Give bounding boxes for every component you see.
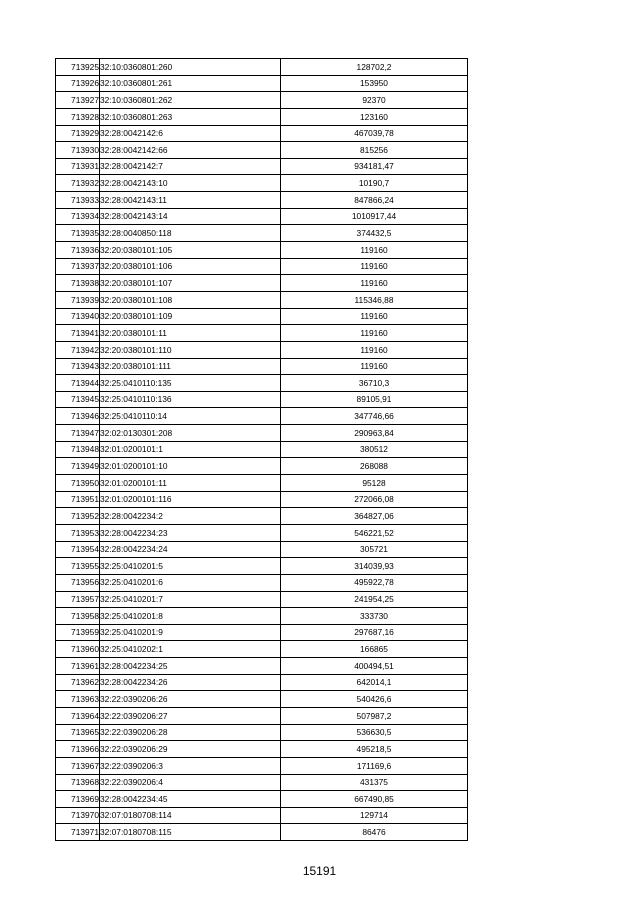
cadastral-number-cell: 32:28:0042234:45 xyxy=(100,791,281,808)
value-cell: 815256 xyxy=(281,142,468,159)
row-number-cell: 713949 xyxy=(56,458,100,475)
value-cell: 268088 xyxy=(281,458,468,475)
cadastral-number-cell: 32:25:0410110:136 xyxy=(100,391,281,408)
table-row xyxy=(56,375,468,392)
row-number-cell: 713953 xyxy=(56,524,100,541)
table-row xyxy=(56,92,468,109)
cadastral-number-cell: 32:28:0042234:23 xyxy=(100,524,281,541)
row-number-cell: 713946 xyxy=(56,408,100,425)
value-cell: 667490,85 xyxy=(281,791,468,808)
cadastral-number-cell: 32:20:0380101:109 xyxy=(100,308,281,325)
table-row xyxy=(56,208,468,225)
row-number-cell: 713954 xyxy=(56,541,100,558)
table-row xyxy=(56,291,468,308)
cadastral-number-cell: 32:01:0200101:10 xyxy=(100,458,281,475)
value-cell: 86476 xyxy=(281,824,468,841)
cadastral-number-cell: 32:28:0042234:24 xyxy=(100,541,281,558)
value-cell: 314039,93 xyxy=(281,558,468,575)
cadastral-number-cell: 32:07:0180708:114 xyxy=(100,807,281,824)
value-cell: 92370 xyxy=(281,92,468,109)
registry-table xyxy=(55,58,468,841)
table-row xyxy=(56,691,468,708)
row-number-cell: 713943 xyxy=(56,358,100,375)
table-row xyxy=(56,325,468,342)
cadastral-number-cell: 32:22:0390206:4 xyxy=(100,774,281,791)
cadastral-number-cell: 32:22:0390206:26 xyxy=(100,691,281,708)
cadastral-number-cell: 32:28:0042142:6 xyxy=(100,125,281,142)
row-number-cell: 713963 xyxy=(56,691,100,708)
cadastral-number-cell: 32:01:0200101:11 xyxy=(100,475,281,492)
row-number-cell: 713950 xyxy=(56,475,100,492)
table-row xyxy=(56,558,468,575)
row-number-cell: 713959 xyxy=(56,624,100,641)
value-cell: 272066,08 xyxy=(281,491,468,508)
value-cell: 333730 xyxy=(281,608,468,625)
row-number-cell: 713951 xyxy=(56,491,100,508)
row-number-cell: 713939 xyxy=(56,291,100,308)
cadastral-number-cell: 32:01:0200101:116 xyxy=(100,491,281,508)
table-row xyxy=(56,192,468,209)
row-number-cell: 713935 xyxy=(56,225,100,242)
cadastral-number-cell: 32:25:0410201:9 xyxy=(100,624,281,641)
value-cell: 95128 xyxy=(281,475,468,492)
value-cell: 129714 xyxy=(281,807,468,824)
cadastral-number-cell: 32:01:0200101:1 xyxy=(100,441,281,458)
cadastral-number-cell: 32:10:0360801:260 xyxy=(100,59,281,76)
table-row xyxy=(56,824,468,841)
value-cell: 241954,25 xyxy=(281,591,468,608)
table-row xyxy=(56,807,468,824)
value-cell: 119160 xyxy=(281,258,468,275)
table-row xyxy=(56,175,468,192)
row-number-cell: 713960 xyxy=(56,641,100,658)
row-number-cell: 713964 xyxy=(56,707,100,724)
table-row xyxy=(56,341,468,358)
row-number-cell: 713934 xyxy=(56,208,100,225)
table-row xyxy=(56,724,468,741)
row-number-cell: 713968 xyxy=(56,774,100,791)
value-cell: 495922,78 xyxy=(281,574,468,591)
cadastral-number-cell: 32:22:0390206:27 xyxy=(100,707,281,724)
table-row xyxy=(56,75,468,92)
row-number-cell: 713932 xyxy=(56,175,100,192)
row-number-cell: 713967 xyxy=(56,757,100,774)
table-row xyxy=(56,242,468,259)
row-number-cell: 713927 xyxy=(56,92,100,109)
value-cell: 119160 xyxy=(281,308,468,325)
row-number-cell: 713956 xyxy=(56,574,100,591)
value-cell: 380512 xyxy=(281,441,468,458)
table-row xyxy=(56,791,468,808)
value-cell: 507987,2 xyxy=(281,707,468,724)
cadastral-number-cell: 32:28:0042143:10 xyxy=(100,175,281,192)
value-cell: 374432,5 xyxy=(281,225,468,242)
table-row xyxy=(56,425,468,442)
row-number-cell: 713962 xyxy=(56,674,100,691)
cadastral-number-cell: 32:25:0410110:14 xyxy=(100,408,281,425)
value-cell: 467039,78 xyxy=(281,125,468,142)
value-cell: 89105,91 xyxy=(281,391,468,408)
value-cell: 10190,7 xyxy=(281,175,468,192)
table-row xyxy=(56,225,468,242)
row-number-cell: 713945 xyxy=(56,391,100,408)
table-row xyxy=(56,757,468,774)
cadastral-number-cell: 32:25:0410201:6 xyxy=(100,574,281,591)
value-cell: 119160 xyxy=(281,358,468,375)
table-row xyxy=(56,142,468,159)
cadastral-number-cell: 32:02:0130301:208 xyxy=(100,425,281,442)
cadastral-number-cell: 32:28:0042234:25 xyxy=(100,658,281,675)
table-row xyxy=(56,275,468,292)
value-cell: 400494,51 xyxy=(281,658,468,675)
value-cell: 128702,2 xyxy=(281,59,468,76)
row-number-cell: 713925 xyxy=(56,59,100,76)
value-cell: 495218,5 xyxy=(281,741,468,758)
table-row xyxy=(56,308,468,325)
value-cell: 847866,24 xyxy=(281,192,468,209)
cadastral-number-cell: 32:25:0410201:8 xyxy=(100,608,281,625)
value-cell: 546221,52 xyxy=(281,524,468,541)
value-cell: 642014,1 xyxy=(281,674,468,691)
cadastral-number-cell: 32:22:0390206:29 xyxy=(100,741,281,758)
cadastral-number-cell: 32:25:0410202:1 xyxy=(100,641,281,658)
table-row xyxy=(56,358,468,375)
cadastral-number-cell: 32:10:0360801:263 xyxy=(100,108,281,125)
value-cell: 431375 xyxy=(281,774,468,791)
table-row xyxy=(56,674,468,691)
cadastral-number-cell: 32:20:0380101:106 xyxy=(100,258,281,275)
value-cell: 297687,16 xyxy=(281,624,468,641)
table-row xyxy=(56,491,468,508)
cadastral-number-cell: 32:20:0380101:110 xyxy=(100,341,281,358)
cadastral-number-cell: 32:25:0410110:135 xyxy=(100,375,281,392)
table-row xyxy=(56,158,468,175)
value-cell: 119160 xyxy=(281,275,468,292)
table-row xyxy=(56,658,468,675)
cadastral-number-cell: 32:28:0042143:14 xyxy=(100,208,281,225)
row-number-cell: 713933 xyxy=(56,192,100,209)
table-row xyxy=(56,59,468,76)
table-row xyxy=(56,508,468,525)
table-row xyxy=(56,624,468,641)
value-cell: 123160 xyxy=(281,108,468,125)
table-row xyxy=(56,458,468,475)
cadastral-number-cell: 32:10:0360801:261 xyxy=(100,75,281,92)
value-cell: 119160 xyxy=(281,325,468,342)
row-number-cell: 713929 xyxy=(56,125,100,142)
table-row xyxy=(56,258,468,275)
value-cell: 1010917,44 xyxy=(281,208,468,225)
row-number-cell: 713957 xyxy=(56,591,100,608)
cadastral-number-cell: 32:22:0390206:28 xyxy=(100,724,281,741)
row-number-cell: 713944 xyxy=(56,375,100,392)
cadastral-number-cell: 32:20:0380101:111 xyxy=(100,358,281,375)
row-number-cell: 713948 xyxy=(56,441,100,458)
value-cell: 119160 xyxy=(281,242,468,259)
row-number-cell: 713928 xyxy=(56,108,100,125)
cadastral-number-cell: 32:25:0410201:5 xyxy=(100,558,281,575)
table-row xyxy=(56,108,468,125)
value-cell: 115346,88 xyxy=(281,291,468,308)
table-row xyxy=(56,391,468,408)
value-cell: 934181,47 xyxy=(281,158,468,175)
value-cell: 153950 xyxy=(281,75,468,92)
row-number-cell: 713970 xyxy=(56,807,100,824)
registry-table-body xyxy=(56,59,468,841)
row-number-cell: 713955 xyxy=(56,558,100,575)
cadastral-number-cell: 32:20:0380101:107 xyxy=(100,275,281,292)
row-number-cell: 713947 xyxy=(56,425,100,442)
row-number-cell: 713971 xyxy=(56,824,100,841)
table-row xyxy=(56,707,468,724)
row-number-cell: 713965 xyxy=(56,724,100,741)
table-row xyxy=(56,475,468,492)
table-row xyxy=(56,741,468,758)
table-row xyxy=(56,591,468,608)
page-number: 15191 xyxy=(302,864,337,878)
value-cell: 364827,06 xyxy=(281,508,468,525)
value-cell: 290963,84 xyxy=(281,425,468,442)
row-number-cell: 713969 xyxy=(56,791,100,808)
table-row xyxy=(56,641,468,658)
value-cell: 36710,3 xyxy=(281,375,468,392)
value-cell: 171169,6 xyxy=(281,757,468,774)
row-number-cell: 713958 xyxy=(56,608,100,625)
cadastral-number-cell: 32:28:0042234:26 xyxy=(100,674,281,691)
row-number-cell: 713931 xyxy=(56,158,100,175)
cadastral-number-cell: 32:28:0042234:2 xyxy=(100,508,281,525)
table-row xyxy=(56,125,468,142)
cadastral-number-cell: 32:25:0410201:7 xyxy=(100,591,281,608)
row-number-cell: 713926 xyxy=(56,75,100,92)
cadastral-number-cell: 32:28:0040850:118 xyxy=(100,225,281,242)
cadastral-number-cell: 32:20:0380101:11 xyxy=(100,325,281,342)
row-number-cell: 713930 xyxy=(56,142,100,159)
cadastral-number-cell: 32:07:0180708:115 xyxy=(100,824,281,841)
row-number-cell: 713961 xyxy=(56,658,100,675)
value-cell: 536630,5 xyxy=(281,724,468,741)
row-number-cell: 713940 xyxy=(56,308,100,325)
row-number-cell: 713952 xyxy=(56,508,100,525)
value-cell: 119160 xyxy=(281,341,468,358)
table-row xyxy=(56,608,468,625)
value-cell: 305721 xyxy=(281,541,468,558)
cadastral-number-cell: 32:28:0042142:7 xyxy=(100,158,281,175)
row-number-cell: 713937 xyxy=(56,258,100,275)
value-cell: 540426,6 xyxy=(281,691,468,708)
cadastral-number-cell: 32:28:0042143:11 xyxy=(100,192,281,209)
cadastral-number-cell: 32:28:0042142:66 xyxy=(100,142,281,159)
cadastral-number-cell: 32:20:0380101:105 xyxy=(100,242,281,259)
row-number-cell: 713941 xyxy=(56,325,100,342)
table-row xyxy=(56,441,468,458)
table-row xyxy=(56,524,468,541)
row-number-cell: 713942 xyxy=(56,341,100,358)
cadastral-number-cell: 32:22:0390206:3 xyxy=(100,757,281,774)
table-row xyxy=(56,541,468,558)
table-row xyxy=(56,574,468,591)
value-cell: 166865 xyxy=(281,641,468,658)
cadastral-number-cell: 32:10:0360801:262 xyxy=(100,92,281,109)
row-number-cell: 713966 xyxy=(56,741,100,758)
cadastral-number-cell: 32:20:0380101:108 xyxy=(100,291,281,308)
table-row xyxy=(56,774,468,791)
row-number-cell: 713938 xyxy=(56,275,100,292)
row-number-cell: 713936 xyxy=(56,242,100,259)
value-cell: 347746,66 xyxy=(281,408,468,425)
table-row xyxy=(56,408,468,425)
